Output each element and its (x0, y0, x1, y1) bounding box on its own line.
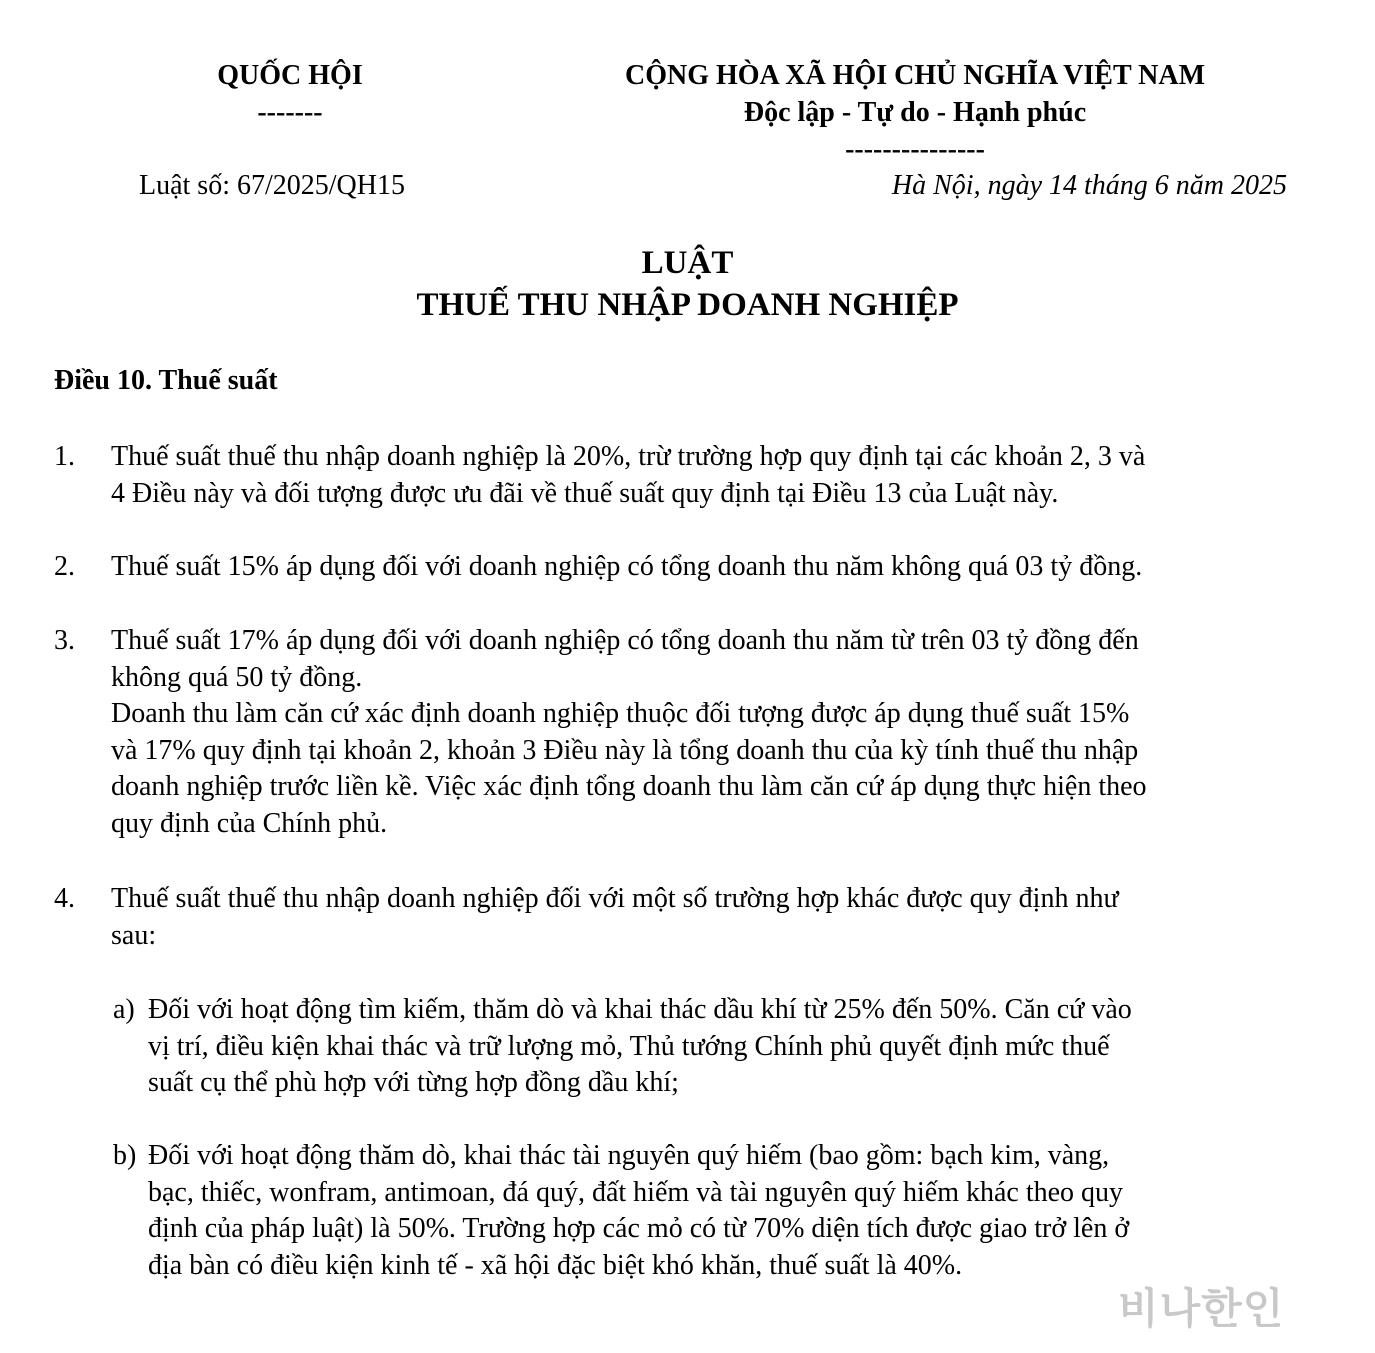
clause-number: 4. (54, 883, 75, 914)
clause-line: Thuế suất thuế thu nhập doanh nghiệp là 20%, trừ trường hợp quy định tại các khoản 2, 3 và (111, 441, 1146, 472)
document-title: THUẾ THU NHẬP DOANH NGHIỆP (416, 287, 959, 323)
article-heading: Điều 10. Thuế suất (54, 365, 278, 396)
law-number: Luật số: 67/2025/QH15 (139, 170, 405, 201)
subclause-line: vị trí, điều kiện khai thác và trữ lượng mỏ, Thủ tướng Chính phủ quyết định mức thuế (148, 1030, 1110, 1062)
issuer-divider: ------- (257, 97, 323, 128)
motto-divider: --------------- (845, 134, 985, 165)
place-date: Hà Nội, ngày 14 tháng 6 năm 2025 (891, 170, 1287, 201)
clause-line: Thuế suất thuế thu nhập doanh nghiệp đối với một số trường hợp khác được quy định như (111, 883, 1119, 914)
clause-line: doanh nghiệp trước liền kề. Việc xác định tổng doanh thu làm căn cứ áp dụng thực hiện theo (111, 771, 1147, 802)
issuer-name: QUỐC HỘI (217, 60, 363, 91)
clause-number: 1. (54, 441, 75, 472)
clause-text (111, 881, 1351, 954)
watermark: 비나한인 (1118, 1284, 1285, 1333)
clause-line: quy định của Chính phủ. (111, 807, 388, 839)
document-type: LUẬT (641, 245, 734, 281)
clause-line: Doanh thu làm căn cứ xác định doanh nghiệp thuộc đối tượng được áp dụng thuế suất 15% (111, 698, 1130, 729)
subclause-line: bạc, thiếc, wonfram, antimoan, đá quý, đất hiếm và tài nguyên quý hiếm khác theo quy (148, 1176, 1124, 1208)
subclause-label: a) (113, 994, 135, 1025)
clause-line: và 17% quy định tại khoản 2, khoản 3 Điều này là tổng doanh thu của kỳ tính thuế thu nhập (111, 734, 1139, 766)
clause-line: sau: (111, 919, 157, 951)
clause-line: Thuế suất 15% áp dụng đối với doanh nghiệp có tổng doanh thu năm không quá 03 tỷ đồng. (111, 551, 1143, 582)
subclause-line: Đối với hoạt động tìm kiếm, thăm dò và khai thác dầu khí từ 25% đến 50%. Căn cứ vào (148, 994, 1132, 1025)
clause-line: Thuế suất 17% áp dụng đối với doanh nghiệp có tổng doanh thu năm từ trên 03 tỷ đồng đến (111, 625, 1139, 656)
subclause-line: định của pháp luật) là 50%. Trường hợp các mỏ có từ 70% diện tích được giao trở lên ở (148, 1213, 1130, 1244)
motto: Độc lập - Tự do - Hạnh phúc (743, 97, 1087, 128)
subclause-line: suất cụ thể phù hợp với từng hợp đồng dầu khí; (148, 1067, 679, 1098)
subclause-line: Đối với hoạt động thăm dò, khai thác tài nguyên quý hiếm (bao gồm: bạch kim, vàng, (148, 1140, 1110, 1171)
nation-name: CỘNG HÒA XÃ HỘI CHỦ NGHĨA VIỆT NAM (624, 60, 1206, 91)
subclause-label: b) (113, 1140, 137, 1171)
clause-number: 2. (54, 551, 75, 582)
clause-text (111, 549, 1351, 586)
subclause-text (148, 992, 1308, 1102)
subclause-line: địa bàn có điều kiện kinh tế - xã hội đặc biệt khó khăn, thuế suất là 40%. (148, 1249, 963, 1281)
clause-line: 4 Điều này và đối tượng được ưu đãi về thuế suất quy định tại Điều 13 của Luật này. (111, 477, 1059, 509)
clause-number: 3. (54, 625, 75, 656)
clause-text (111, 623, 1351, 842)
clause-line: không quá 50 tỷ đồng. (111, 661, 363, 693)
subclause-text (148, 1138, 1308, 1284)
clause-text (111, 439, 1351, 512)
